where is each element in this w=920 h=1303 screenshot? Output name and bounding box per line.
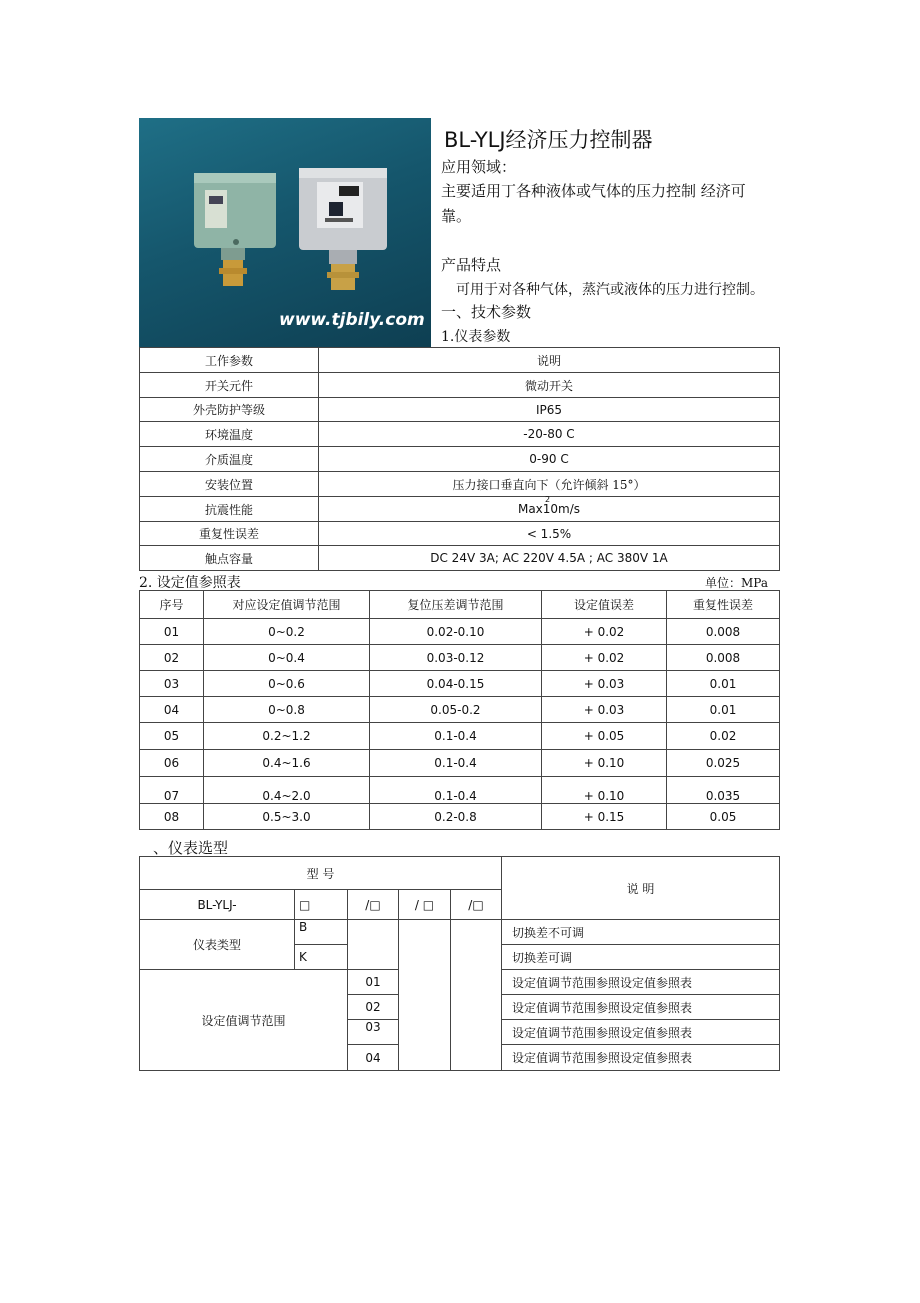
section-tech-params: 一、技术参数	[441, 303, 532, 321]
col-header: 序号	[140, 591, 204, 619]
feature-text: 可用于对各种气体，蒸汽或液体的压力进行控制。	[456, 282, 764, 298]
superscript: 2	[545, 495, 551, 504]
cell: 0.1-0.4	[370, 723, 542, 750]
setpoint-table-label: 2. 设定值参照表	[139, 575, 241, 591]
table-row	[140, 373, 780, 398]
param-value-text: Max10m/s	[517, 502, 581, 516]
cell: 0.04-0.15	[370, 671, 542, 697]
cell: 0~0.4	[204, 645, 370, 671]
range-code: 03	[348, 1020, 399, 1045]
cell: 0.2-0.8	[370, 804, 542, 830]
range-description: 设定值调节范围参照设定值参照表	[502, 995, 780, 1020]
col-header: 对应设定值调节范围	[204, 591, 370, 619]
cell: 0.05	[667, 804, 780, 830]
param-value: -20-80 C	[319, 422, 780, 447]
model-slot-3: / □	[399, 890, 451, 920]
table-header-row	[140, 348, 780, 373]
unit-label: 单位：MPa	[705, 576, 768, 590]
cell: 0.4~1.6	[204, 750, 370, 777]
cell: + 0.05	[542, 723, 667, 750]
col-header: 重复性误差	[667, 591, 780, 619]
param-value: DC 24V 3A; AC 220V 4.5A ; AC 380V 1A	[319, 546, 780, 571]
cell: 0.2~1.2	[204, 723, 370, 750]
table-row	[140, 645, 780, 671]
table-row	[140, 422, 780, 447]
cell: + 0.02	[542, 645, 667, 671]
model-selection-table	[139, 856, 780, 1071]
table-row	[140, 619, 780, 645]
empty-cell	[399, 920, 451, 1071]
model-slot-1: □	[295, 890, 348, 920]
cell: 03	[140, 671, 204, 697]
param-name: 安装位置	[140, 472, 319, 497]
range-code: 02	[348, 995, 399, 1020]
table-row	[140, 671, 780, 697]
col-header: 设定值误差	[542, 591, 667, 619]
cell: 0~0.6	[204, 671, 370, 697]
table-row	[140, 447, 780, 472]
param-name: 抗震性能	[140, 497, 319, 522]
param-name: 环境温度	[140, 422, 319, 447]
param-value: IP65	[319, 398, 780, 422]
description-header: 说 明	[502, 857, 780, 920]
cell: 0.035	[667, 777, 780, 804]
cell: 0.008	[667, 645, 780, 671]
cell: 0.02	[667, 723, 780, 750]
range-label: 设定值调节范围	[140, 970, 348, 1071]
empty-cell	[451, 920, 502, 1071]
param-name: 开关元件	[140, 373, 319, 398]
cell: 07	[140, 777, 204, 804]
cell: 0~0.8	[204, 697, 370, 723]
cell: 08	[140, 804, 204, 830]
cell: 0.025	[667, 750, 780, 777]
table-row	[140, 750, 780, 777]
range-code: 04	[348, 1045, 399, 1071]
table-row	[140, 472, 780, 497]
table-row	[140, 398, 780, 422]
cell: + 0.03	[542, 671, 667, 697]
table-row	[140, 697, 780, 723]
param-value: 压力接口垂直向下（允许倾斜 15°）	[319, 472, 780, 497]
photo-watermark: www.tjbily.com	[279, 310, 425, 330]
model-slot-4: /□	[451, 890, 502, 920]
model-slot-2: /□	[348, 890, 399, 920]
product-photo	[139, 118, 431, 347]
cell: 0.008	[667, 619, 780, 645]
type-code-b: B	[295, 920, 348, 945]
range-description: 设定值调节范围参照设定值参照表	[502, 1020, 780, 1045]
model-prefix: BL-YLJ-	[140, 890, 295, 920]
cell: 0.01	[667, 697, 780, 723]
param-value: 0-90 C	[319, 447, 780, 472]
type-code-k: K	[295, 945, 348, 970]
type-k-description: 切换差可调	[502, 945, 780, 970]
param-name: 介质温度	[140, 447, 319, 472]
type-label: 仪表类型	[140, 920, 295, 970]
product-title: BL-YLJ经济压力控制器	[444, 128, 653, 152]
cell: 0.1-0.4	[370, 750, 542, 777]
cell: 0~0.2	[204, 619, 370, 645]
param-value	[319, 497, 780, 522]
table-row	[140, 723, 780, 750]
cell: 01	[140, 619, 204, 645]
table-row	[140, 777, 780, 804]
range-code: 01	[348, 970, 399, 995]
table-row	[140, 546, 780, 571]
range-description: 设定值调节范围参照设定值参照表	[502, 970, 780, 995]
cell: + 0.03	[542, 697, 667, 723]
cell: 0.03-0.12	[370, 645, 542, 671]
setpoint-reference-table	[139, 590, 780, 830]
table-row	[140, 522, 780, 546]
param-value: < 1.5%	[319, 522, 780, 546]
cell: 0.4~2.0	[204, 777, 370, 804]
cell: + 0.15	[542, 804, 667, 830]
application-text-1: 主要适用丁各种液体或气体的压力控制 经济可	[441, 182, 746, 200]
cell: 0.02-0.10	[370, 619, 542, 645]
cell: 0.05-0.2	[370, 697, 542, 723]
subsection-instrument-params: 1.仪表参数	[441, 329, 511, 345]
instrument-params-table	[139, 347, 780, 571]
application-text-2: 靠。	[441, 207, 472, 225]
param-value: 微动开关	[319, 373, 780, 398]
cell: 04	[140, 697, 204, 723]
empty-cell	[348, 920, 399, 970]
cell: + 0.10	[542, 777, 667, 804]
desc-header: 说明	[319, 348, 780, 373]
cell: 02	[140, 645, 204, 671]
table-row	[140, 804, 780, 830]
param-header: 工作参数	[140, 348, 319, 373]
model-header: 型 号	[140, 857, 502, 890]
col-header: 复位压差调节范围	[370, 591, 542, 619]
cell: 05	[140, 723, 204, 750]
table-row	[140, 497, 780, 522]
cell: 0.5~3.0	[204, 804, 370, 830]
cell: + 0.02	[542, 619, 667, 645]
param-name: 重复性误差	[140, 522, 319, 546]
type-b-description: 切换差不可调	[502, 920, 780, 945]
cell: 0.1-0.4	[370, 777, 542, 804]
selection-section-label: 、仪表选型	[153, 839, 229, 857]
cell: 06	[140, 750, 204, 777]
table-row	[140, 920, 780, 945]
table-header-row	[140, 857, 780, 890]
cell: + 0.10	[542, 750, 667, 777]
param-name: 触点容量	[140, 546, 319, 571]
application-label: 应用领域：	[441, 158, 517, 176]
feature-label: 产品特点	[441, 256, 502, 274]
cell: 0.01	[667, 671, 780, 697]
range-description: 设定值调节范围参照设定值参照表	[502, 1045, 780, 1071]
param-name: 外壳防护等级	[140, 398, 319, 422]
table-header-row	[140, 591, 780, 619]
